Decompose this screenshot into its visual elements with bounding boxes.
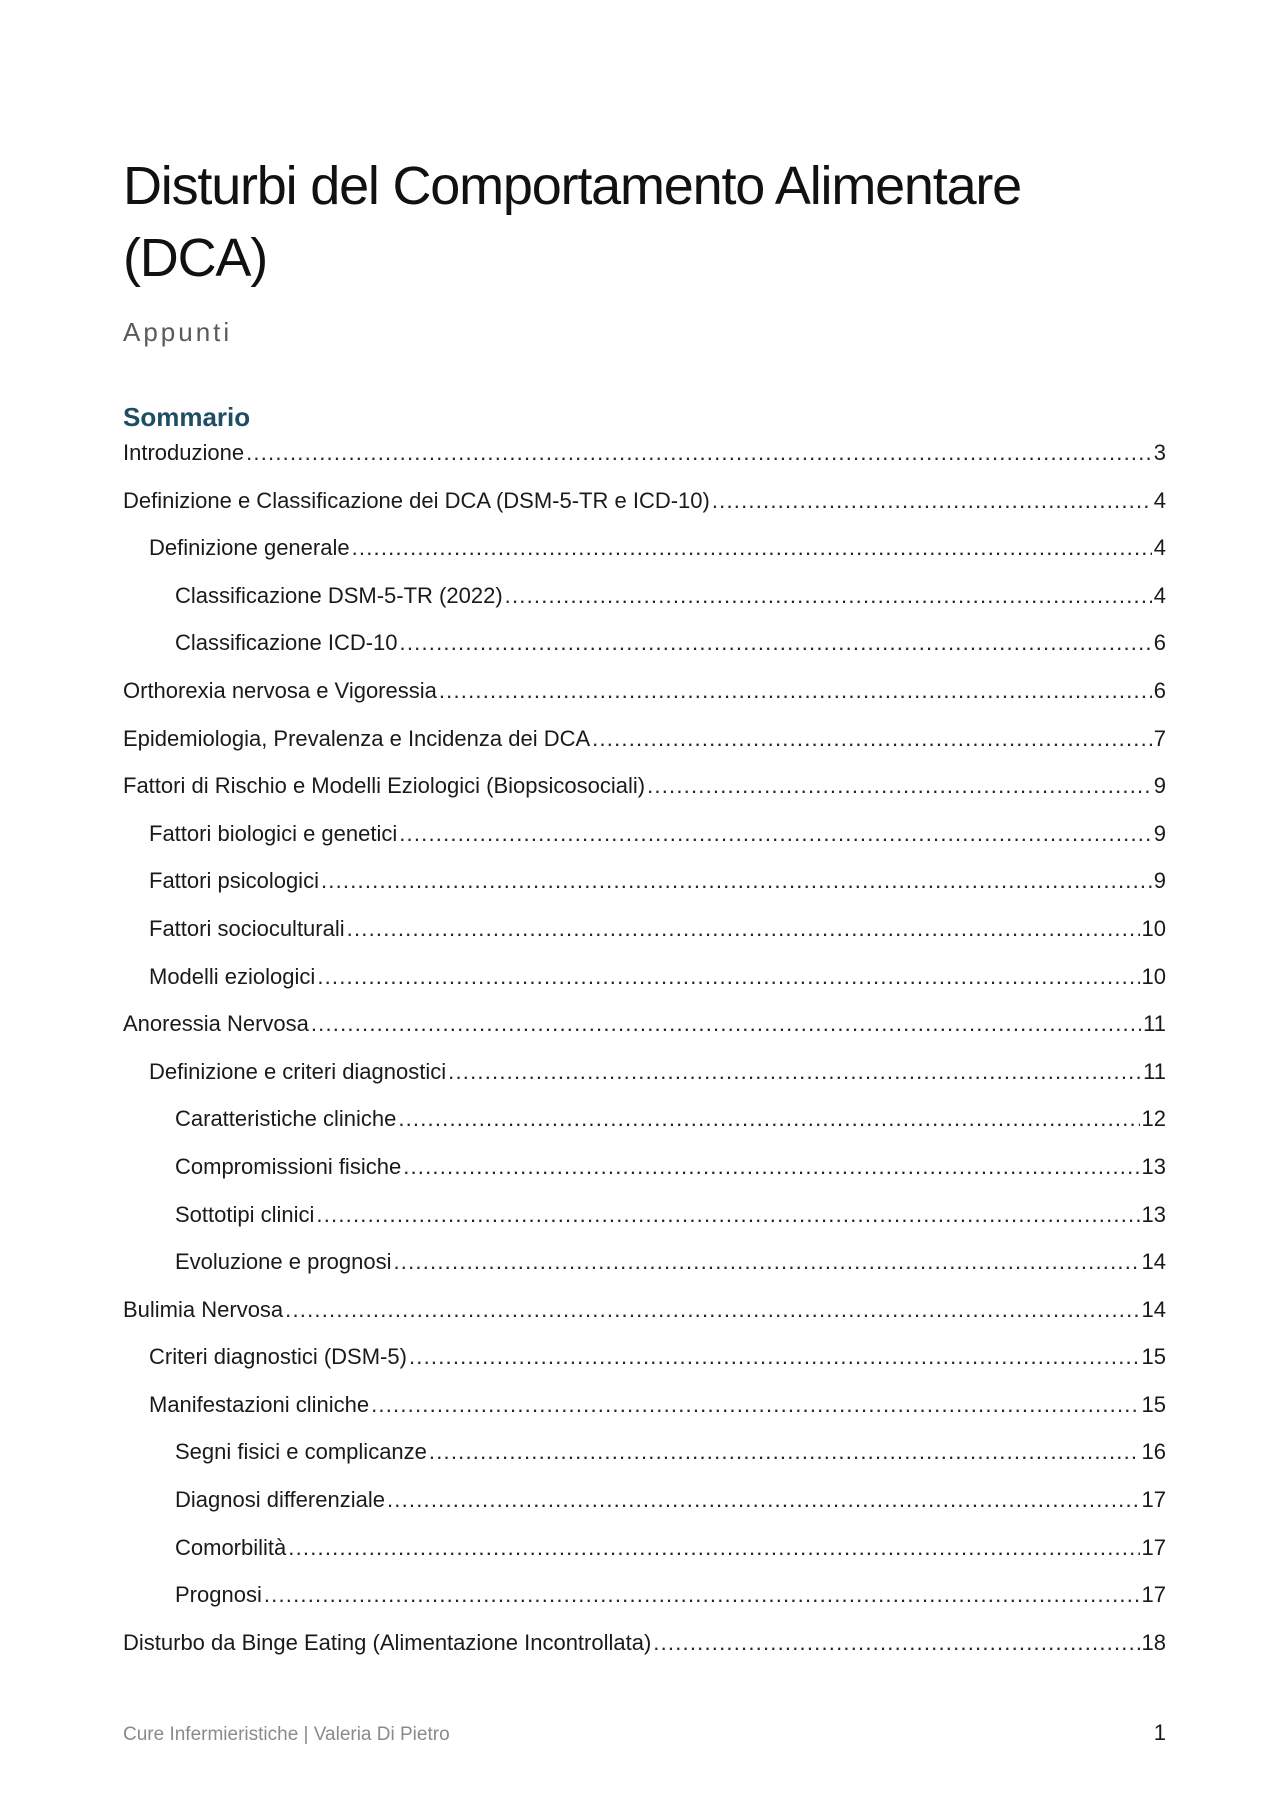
toc-entry-label: Introduzione xyxy=(123,440,245,465)
toc-dot-leader xyxy=(647,773,1152,799)
toc-entry-label: Fattori psicologici xyxy=(149,868,319,894)
toc-entry-label: Orthorexia nervosa e Vigoressia xyxy=(123,677,437,703)
toc-entry[interactable] xyxy=(123,630,1166,678)
toc-entry[interactable] xyxy=(123,1011,1166,1059)
toc-entry[interactable] xyxy=(123,1297,1166,1345)
page-footer xyxy=(123,1720,1166,1746)
toc-dot-leader xyxy=(316,1202,1139,1228)
toc-entry-page: 6 xyxy=(1153,630,1166,656)
toc-entry-label: Disturbo da Binge Eating (Alimentazione Incontrollata) xyxy=(123,1629,652,1655)
toc-entry-label: Prognosi xyxy=(175,1582,262,1608)
toc-entry-page: 6 xyxy=(1153,677,1166,703)
toc-entry-label: Compromissioni fisiche xyxy=(175,1153,402,1179)
toc-dot-leader xyxy=(592,726,1152,752)
toc-entry[interactable] xyxy=(123,964,1166,1012)
toc-entry[interactable] xyxy=(123,440,1166,488)
document-title: Disturbi del Comportamento Alimentare (DCA) xyxy=(123,156,1022,288)
toc-dot-leader xyxy=(653,1630,1139,1656)
toc-dot-leader xyxy=(712,488,1152,514)
toc-entry-label: Manifestazioni cliniche xyxy=(149,1391,370,1417)
toc-entry[interactable] xyxy=(123,1344,1166,1392)
toc-entry-page: 3 xyxy=(1153,440,1166,465)
toc-entry[interactable] xyxy=(123,1487,1166,1535)
toc-entry-page: 9 xyxy=(1153,773,1166,799)
toc-entry[interactable] xyxy=(123,1392,1166,1440)
toc-entry[interactable] xyxy=(123,821,1166,869)
toc-entry-page: 10 xyxy=(1141,915,1166,941)
toc-dot-leader xyxy=(321,868,1152,894)
toc-entry-label: Bulimia Nervosa xyxy=(123,1296,284,1322)
toc-entry-label: Fattori di Rischio e Modelli Eziologici (Biopsicosociali) xyxy=(123,773,646,799)
toc-dot-leader xyxy=(400,630,1152,656)
toc-dot-leader xyxy=(317,964,1139,990)
document-subtitle: Appunti xyxy=(123,317,233,347)
toc-entry-page: 9 xyxy=(1153,868,1166,894)
toc-entry[interactable] xyxy=(123,678,1166,726)
toc-dot-leader xyxy=(371,1392,1139,1418)
toc-entry[interactable] xyxy=(123,1630,1166,1678)
toc-entry[interactable] xyxy=(123,535,1166,583)
toc-entry[interactable] xyxy=(123,488,1166,536)
toc-entry-label: Sottotipi clinici xyxy=(175,1201,315,1227)
toc-entry-label: Epidemiologia, Prevalenza e Incidenza dei DCA xyxy=(123,725,591,751)
toc-dot-leader xyxy=(288,1535,1139,1561)
page-number: 1 xyxy=(1153,1720,1166,1745)
toc-entry-page: 13 xyxy=(1141,1201,1166,1227)
toc-entry-page: 10 xyxy=(1141,963,1166,989)
toc-dot-leader xyxy=(246,440,1152,466)
toc-dot-leader xyxy=(387,1487,1140,1513)
toc-entry-page: 16 xyxy=(1141,1439,1166,1465)
toc-dot-leader xyxy=(505,583,1152,609)
toc-entry-page: 9 xyxy=(1153,820,1166,846)
toc-entry-page: 14 xyxy=(1141,1296,1166,1322)
toc-dot-leader xyxy=(393,1249,1139,1275)
toc-entry-label: Anoressia Nervosa xyxy=(123,1011,309,1037)
toc-entry[interactable] xyxy=(123,916,1166,964)
toc-entry-page: 15 xyxy=(1141,1344,1166,1370)
toc-entry-page: 12 xyxy=(1141,1106,1166,1132)
toc-dot-leader xyxy=(398,1106,1139,1132)
toc-entry-label: Criteri diagnostici (DSM-5) xyxy=(149,1344,407,1370)
toc-entry[interactable] xyxy=(123,726,1166,774)
toc-entry[interactable] xyxy=(123,1249,1166,1297)
toc-entry[interactable] xyxy=(123,868,1166,916)
toc-dot-leader xyxy=(439,678,1152,704)
table-of-contents xyxy=(123,440,1166,1677)
toc-entry[interactable] xyxy=(123,1582,1166,1630)
toc-dot-leader xyxy=(311,1011,1141,1037)
toc-entry-label: Comorbilità xyxy=(175,1534,287,1560)
toc-entry-label: Diagnosi differenziale xyxy=(175,1487,385,1513)
toc-entry-page: 11 xyxy=(1143,1011,1166,1037)
toc-entry-page: 4 xyxy=(1153,487,1166,513)
toc-entry[interactable] xyxy=(123,1059,1166,1107)
toc-entry-label: Caratteristiche cliniche xyxy=(175,1106,397,1132)
toc-entry[interactable] xyxy=(123,1535,1166,1583)
toc-entry-page: 4 xyxy=(1153,535,1166,561)
toc-entry-label: Classificazione DSM-5-TR (2022) xyxy=(175,582,503,608)
toc-entry-page: 17 xyxy=(1141,1487,1166,1513)
toc-dot-leader xyxy=(403,1154,1139,1180)
toc-entry-page: 18 xyxy=(1141,1629,1166,1655)
toc-entry[interactable] xyxy=(123,1439,1166,1487)
toc-entry-page: 7 xyxy=(1153,725,1166,751)
footer-text: Cure Infermieristiche | Valeria Di Pietro xyxy=(123,1724,450,1745)
toc-dot-leader xyxy=(409,1344,1140,1370)
toc-heading: Sommario xyxy=(123,402,251,432)
toc-dot-leader xyxy=(352,535,1152,561)
toc-entry-label: Definizione generale xyxy=(149,535,350,561)
toc-entry-label: Fattori socioculturali xyxy=(149,915,345,941)
toc-entry-page: 13 xyxy=(1141,1153,1166,1179)
toc-dot-leader xyxy=(347,916,1140,942)
toc-dot-leader xyxy=(448,1059,1141,1085)
toc-dot-leader xyxy=(285,1297,1139,1323)
toc-entry-page: 14 xyxy=(1141,1249,1166,1275)
toc-dot-leader xyxy=(429,1439,1140,1465)
toc-entry[interactable] xyxy=(123,1202,1166,1250)
toc-entry-page: 4 xyxy=(1153,582,1166,608)
toc-entry-label: Definizione e Classificazione dei DCA (DSM-5-TR e ICD-10) xyxy=(123,487,710,513)
toc-entry-label: Segni fisici e complicanze xyxy=(175,1439,427,1465)
toc-entry-label: Definizione e criteri diagnostici xyxy=(149,1058,447,1084)
toc-entry[interactable] xyxy=(123,773,1166,821)
toc-entry-page: 15 xyxy=(1141,1391,1166,1417)
toc-entry[interactable] xyxy=(123,1106,1166,1154)
toc-entry-page: 17 xyxy=(1141,1582,1166,1608)
page-content xyxy=(123,150,1166,1693)
toc-entry-label: Evoluzione e prognosi xyxy=(175,1249,392,1275)
toc-entry-label: Modelli eziologici xyxy=(149,963,316,989)
toc-entry-page: 17 xyxy=(1141,1534,1166,1560)
toc-entry[interactable] xyxy=(123,1154,1166,1202)
toc-entry-label: Classificazione ICD-10 xyxy=(175,630,398,656)
toc-dot-leader xyxy=(264,1582,1140,1608)
toc-dot-leader xyxy=(399,821,1152,847)
toc-entry-page: 11 xyxy=(1143,1058,1166,1084)
toc-entry[interactable] xyxy=(123,583,1166,631)
toc-entry-label: Fattori biologici e genetici xyxy=(149,820,398,846)
